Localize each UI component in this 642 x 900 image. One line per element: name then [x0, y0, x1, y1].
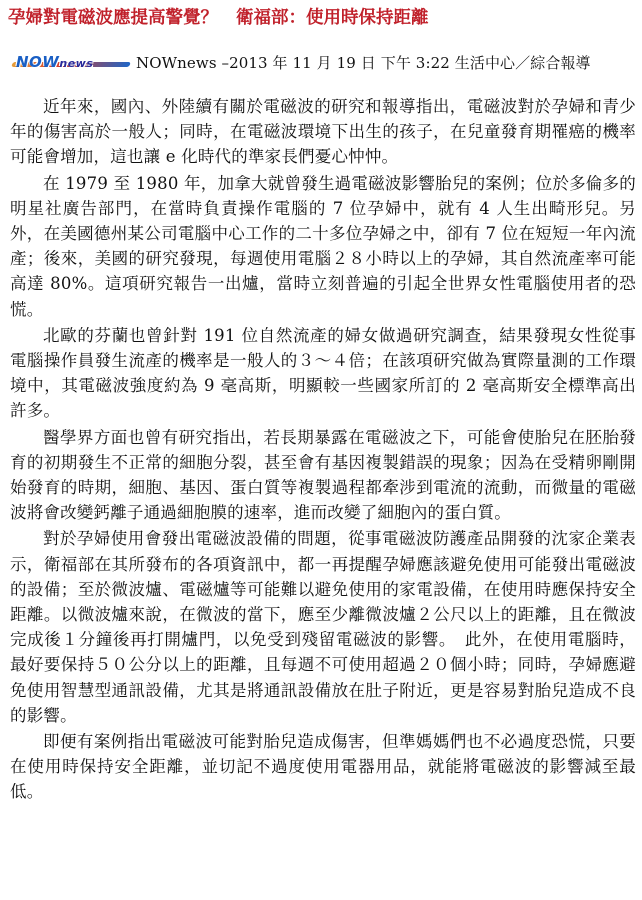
paragraph-5: 對於孕婦使用會發出電磁波設備的問題，從事電磁波防護產品開發的沈家企業表示，衛福部在其所發布的各項資訊中，都一再提醒孕婦應該避免使用可能發出電磁波的設備；至於微波爐、電磁爐等可能難以避免使用的家電設備，在使用時應保持安全距離。以微波爐來說，在微波的當下，應至少離微波爐２公尺以上的距離，且在微波完成後１分鐘後再打開爐門，以免受到殘留電磁波的影響。 此外，在使用電腦時，最好要保持５０公分以上的距離，且每週不可使用超過２０個小時；同時，孕婦應避免使用智慧型通訊設備，尤其是將通訊設備放在肚子附近，更是容易對胎兒造成不良的影響。	[10, 529, 636, 725]
article-body	[10, 94, 636, 806]
headline-answer: 衛福部：使用時保持距離	[236, 8, 429, 28]
byline-row	[12, 50, 636, 76]
paragraph-4: 醫學界方面也曾有研究指出，若長期暴露在電磁波之下，可能會使胎兒在胚胎發育的初期發生不正常的細胞分裂，甚至會有基因複製錯誤的現象；因為在受精卵剛開始發育的時期，細胞、基因、蛋白質等複製過程都牽涉到電流的流動，而微量的電磁波將會改變鈣離子通過細胞膜的速率，進而改變了細胞內的蛋白質。	[10, 427, 636, 523]
paragraph-6: 即便有案例指出電磁波可能對胎兒造成傷害，但準媽媽們也不必過度恐慌，只要在使用時保持安全距離，並切記不過度使用電器用品，就能將電磁波的影響減至最低。	[10, 732, 636, 802]
nownews-logo	[12, 53, 132, 73]
logo-text-main: NOW	[16, 53, 60, 71]
byline: NOWnews –2013 年 11 月 19 日 下午 3:22 生活中心／綜合報導	[136, 54, 591, 72]
paragraph-3: 北歐的芬蘭也曾針對 191 位自然流產的婦女做過研究調查，結果發現女性從事電腦操作員發生流產的機率是一般人的３～４倍；在該項研究做為實際量測的工作環境中，其電磁波強度約為 9 毫高斯，明顯較一些國家所訂的 2 毫高斯安全標準高出許多。	[10, 325, 636, 421]
logo-text-small: news	[59, 57, 94, 70]
logo-wordmark	[16, 53, 93, 71]
paragraph-2: 在 1979 至 1980 年，加拿大就曾發生過電磁波影響胎兒的案例；位於多倫多的明星社廣告部門，在當時負責操作電腦的 7 位孕婦中，就有 4 人生出畸形兒。另外，在美國德州某公司電腦中心工作的二十多位孕婦之中，卻有 7 位在短短一年內流產；後來，美國的研究發現，每週使用電腦２８小時以上的孕婦，其自然流產率可能高達 80%。這項研究報告一出爐，當時立刻普遍的引起全世界女性電腦使用者的恐慌。	[10, 173, 636, 319]
headline-question: 孕婦對電磁波應提高警覺？	[8, 8, 218, 28]
headline	[8, 6, 634, 30]
paragraph-1: 近年來，國內、外陸續有關於電磁波的研究和報導指出，電磁波對於孕婦和青少年的傷害高於一般人；同時，在電磁波環境下出生的孩子，在兒童發育期罹癌的機率可能會增加，這也讓 e 化時代的準家長們憂心忡忡。	[10, 97, 636, 167]
